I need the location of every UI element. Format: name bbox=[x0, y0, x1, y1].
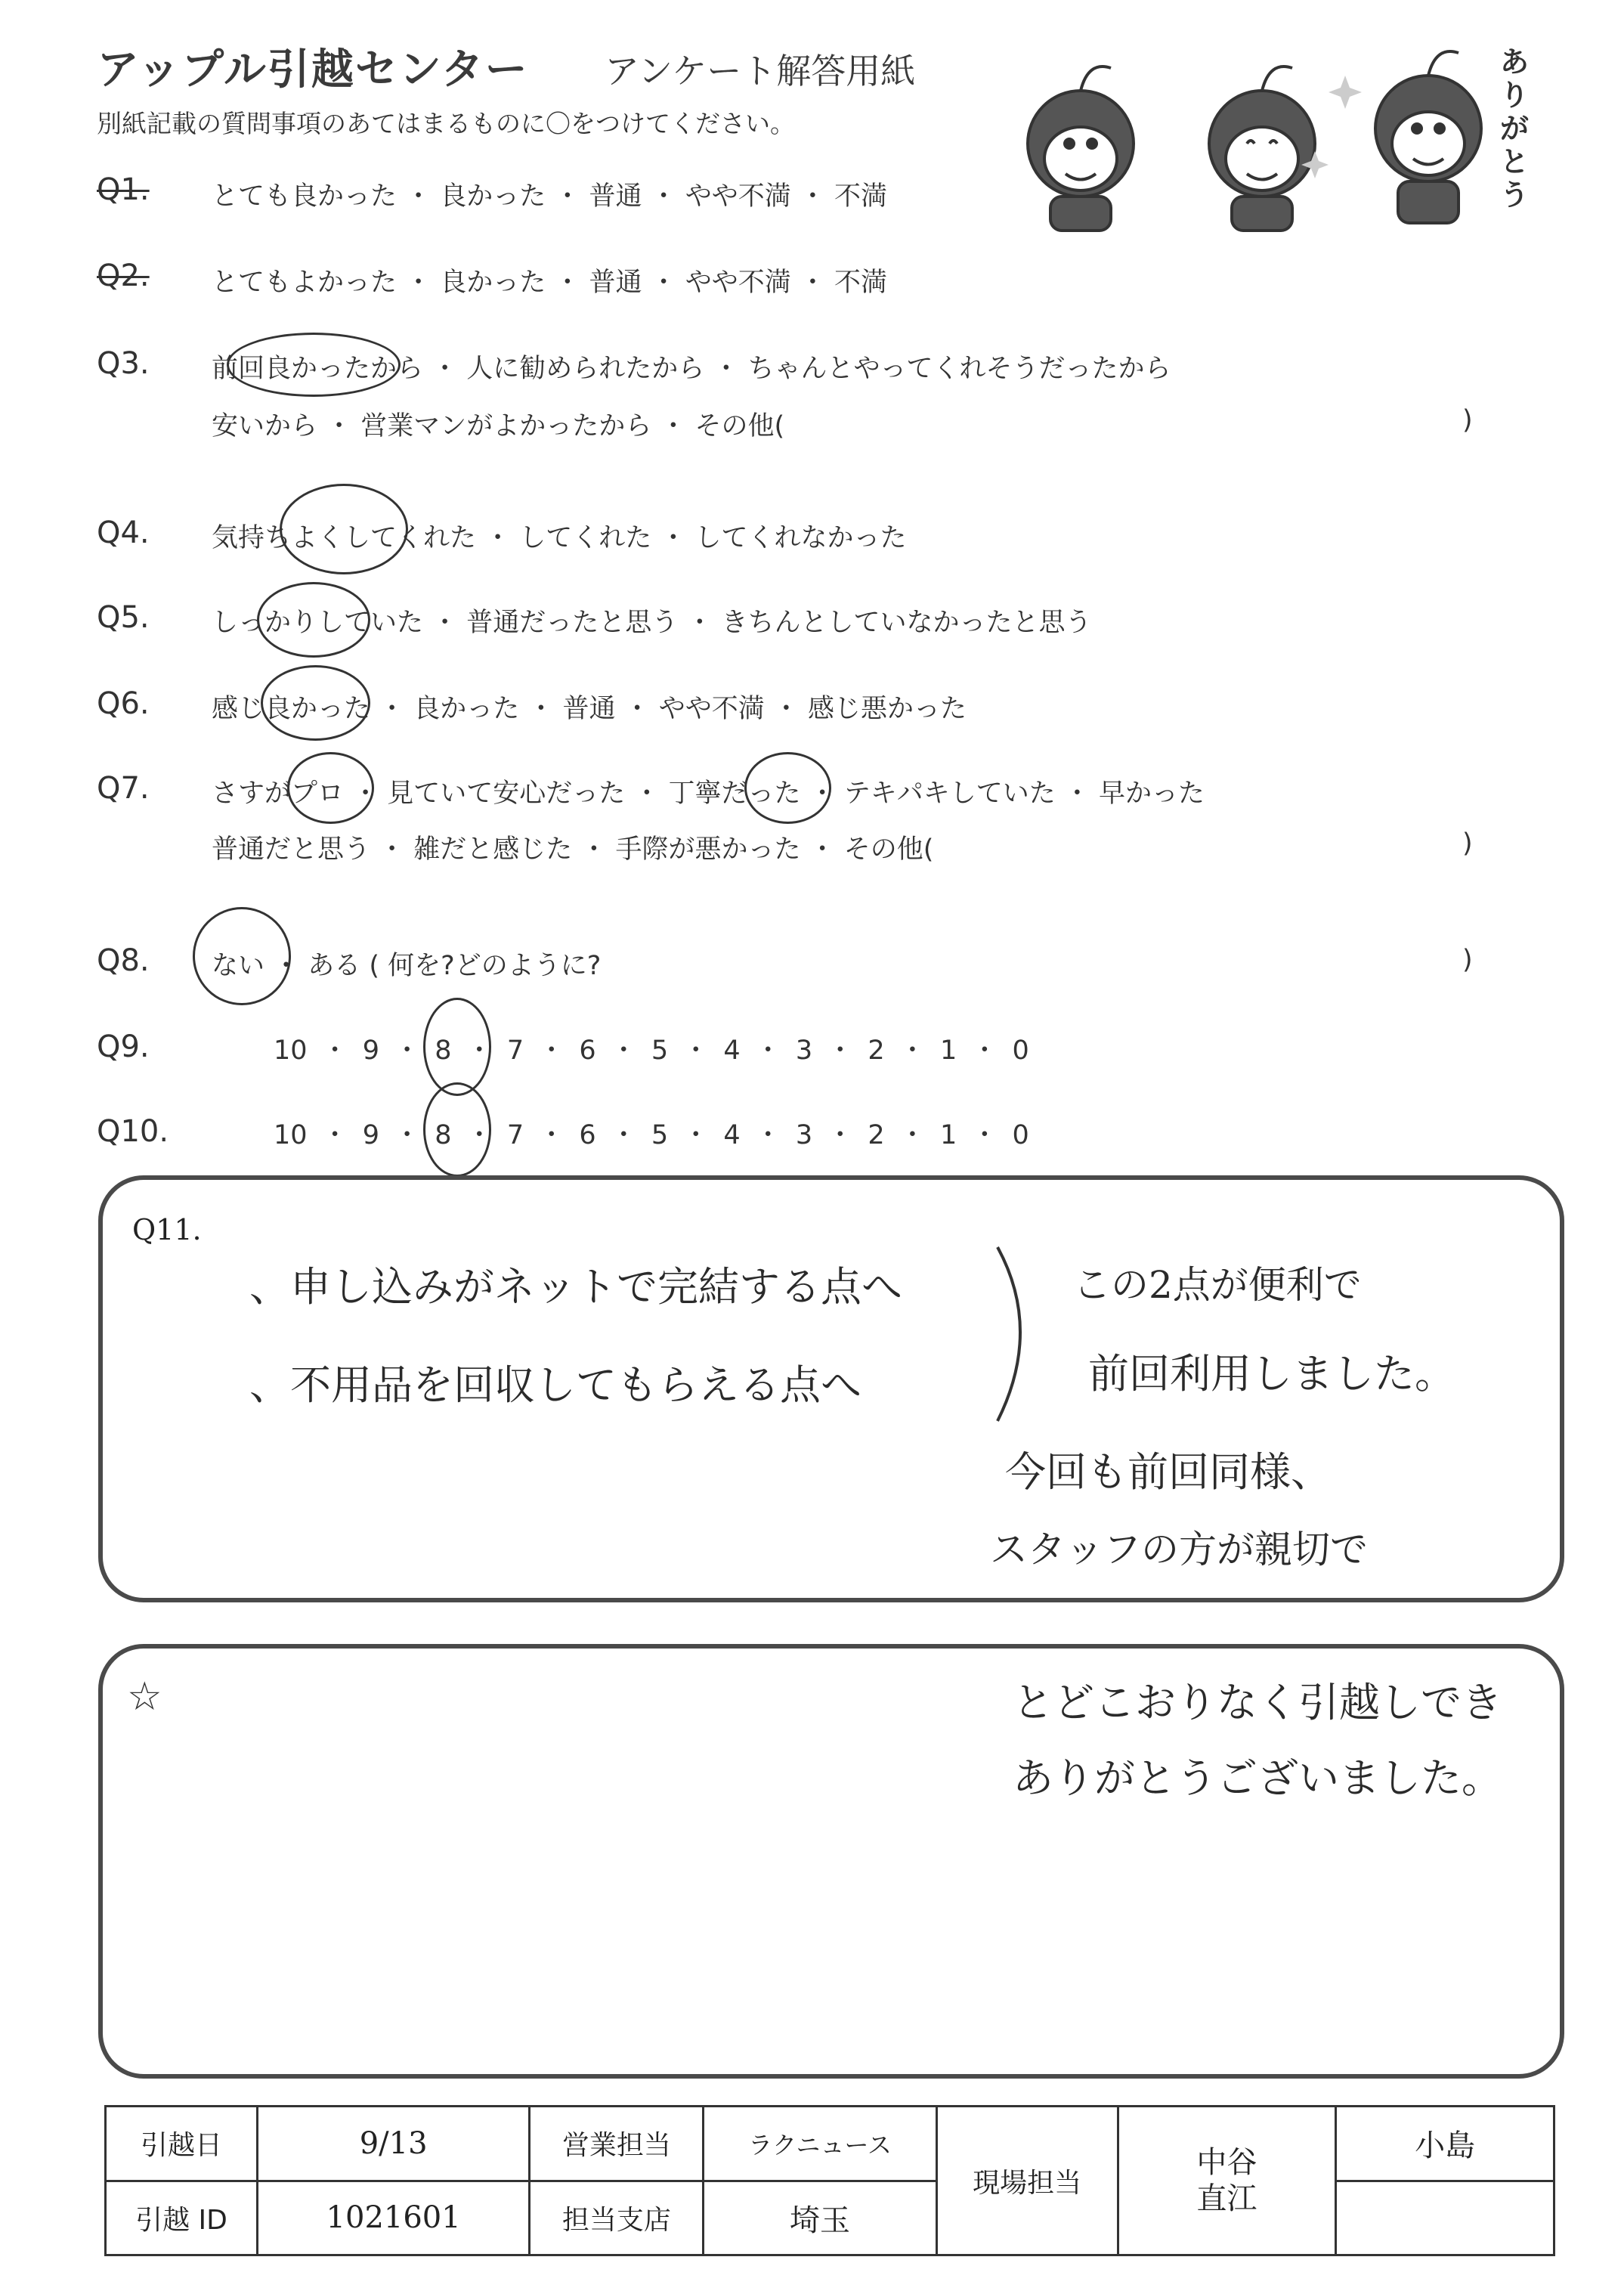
moving-date-value: 9/13 bbox=[257, 2107, 529, 2181]
q10-answer-circle bbox=[423, 1082, 491, 1177]
sales-rep-label: 営業担当 bbox=[530, 2107, 704, 2181]
q11-handwritten-right1: この2点が便利で bbox=[1073, 1263, 1362, 1307]
q6-label: Q6. bbox=[97, 686, 150, 721]
q11-handwritten-line2: 、不用品を回収してもらえる点へ bbox=[249, 1361, 861, 1409]
moving-id-value: 1021601 bbox=[257, 2181, 529, 2255]
site-rep-value-3: 小島 bbox=[1336, 2107, 1554, 2181]
survey-subtitle: アンケート解答用紙 bbox=[605, 51, 916, 91]
q11-bracket bbox=[982, 1240, 1043, 1429]
q9-options: 10 ・ 9 ・ 8 ・ 7 ・ 6 ・ 5 ・ 4 ・ 3 ・ 2 ・ 1 ・ 0 bbox=[274, 1036, 1029, 1066]
q2-options: とてもよかった ・ 良かった ・ 普通 ・ やや不満 ・ 不満 bbox=[212, 268, 888, 298]
empty-cell bbox=[1336, 2181, 1554, 2255]
q9-answer-circle bbox=[423, 998, 491, 1096]
sales-rep-value: ラクニュース bbox=[704, 2107, 936, 2181]
branch-label: 担当支店 bbox=[530, 2181, 704, 2255]
q2-label: Q2. bbox=[97, 259, 150, 293]
q8-answer-circle bbox=[193, 907, 291, 1005]
star-label: ☆ bbox=[127, 1674, 162, 1720]
q7-close-paren: ) bbox=[1462, 828, 1473, 859]
monkey-right-icon bbox=[1375, 51, 1481, 223]
q6-answer-circle bbox=[261, 665, 370, 741]
q3-label: Q3. bbox=[97, 346, 150, 381]
q11-handwritten-right3: 今回も前回同様、 bbox=[1005, 1448, 1332, 1496]
q9-label: Q9. bbox=[97, 1029, 150, 1064]
q5-label: Q5. bbox=[97, 600, 150, 635]
star-handwritten-line2: ありがとうございました。 bbox=[1013, 1754, 1502, 1802]
q11-handwritten-right2: 前回利用しました。 bbox=[1088, 1350, 1455, 1398]
q3-close-paren: ) bbox=[1462, 405, 1473, 435]
star-handwritten-line1: とどこおりなく引越しでき bbox=[1013, 1679, 1502, 1726]
q7-options-line2: 普通だと思う ・ 雑だと感じた ・ 手際が悪かった ・ その他( bbox=[212, 834, 934, 865]
q1-options: とても良かった ・ 良かった ・ 普通 ・ やや不満 ・ 不満 bbox=[212, 181, 888, 212]
survey-title: アップル引越センター bbox=[97, 45, 529, 94]
q4-options: 気持ちよくしてくれた ・ してくれた ・ してくれなかった bbox=[212, 523, 907, 553]
footer-info-table bbox=[104, 2105, 1555, 2256]
q8-close-paren: ) bbox=[1462, 945, 1473, 975]
q5-answer-circle bbox=[257, 582, 370, 658]
q10-options: 10 ・ 9 ・ 8 ・ 7 ・ 6 ・ 5 ・ 4 ・ 3 ・ 2 ・ 1 ・ 0 bbox=[274, 1120, 1029, 1150]
instruction-text: 別紙記載の質問事項のあてはまるものに〇をつけてください。 bbox=[97, 109, 795, 138]
site-rep-label: 現場担当 bbox=[936, 2107, 1118, 2255]
q4-answer-circle bbox=[280, 484, 408, 574]
q1-label: Q1. bbox=[97, 172, 150, 207]
q4-label: Q4. bbox=[97, 515, 150, 550]
moving-id-label: 引越 ID bbox=[106, 2181, 258, 2255]
q8-options: ない ・ ある ( 何を?どのように? bbox=[212, 951, 602, 981]
moving-date-label: 引越日 bbox=[106, 2107, 258, 2181]
q8-label: Q8. bbox=[97, 943, 150, 978]
q11-handwritten-line1: 、申し込みがネットで完結する点へ bbox=[249, 1263, 902, 1311]
q3-options-line2: 安いから ・ 営業マンがよかったから ・ その他( bbox=[212, 411, 785, 441]
q11-handwritten-right4: スタッフの方が親切で bbox=[990, 1528, 1368, 1571]
q7-label: Q7. bbox=[97, 771, 150, 806]
q3-answer-circle bbox=[227, 333, 401, 397]
q5-options: しっかりしていた ・ 普通だったと思う ・ きちんとしていなかったと思う bbox=[212, 608, 1092, 638]
q3-options-line1: 前回良かったから ・ 人に勧められたから ・ ちゃんとやってくれそうだったから bbox=[212, 354, 1171, 384]
q7-options-line1: さすがプロ ・ 見ていて安心だった ・ 丁寧だった ・ テキパキしていた ・ 早かった bbox=[212, 779, 1205, 809]
thanks-vertical-text: ありがとう bbox=[1500, 45, 1530, 212]
branch-value: 埼玉 bbox=[704, 2181, 936, 2255]
q11-label: Q11. bbox=[132, 1213, 202, 1246]
q10-label: Q10. bbox=[97, 1114, 169, 1149]
monkey-left-icon bbox=[1028, 67, 1134, 231]
monkey-center-icon bbox=[1209, 67, 1315, 231]
q7-answer-circle-pro bbox=[287, 752, 374, 824]
site-rep-cell bbox=[1118, 2107, 1336, 2255]
site-rep-value-1: 中谷 bbox=[1196, 2145, 1257, 2180]
q6-options: 感じ良かった ・ 良かった ・ 普通 ・ やや不満 ・ 感じ悪かった bbox=[212, 694, 967, 724]
site-rep-value-2: 直江 bbox=[1196, 2181, 1257, 2216]
q7-answer-circle-polite bbox=[744, 752, 831, 824]
monkey-mascots-illustration bbox=[1013, 30, 1557, 242]
